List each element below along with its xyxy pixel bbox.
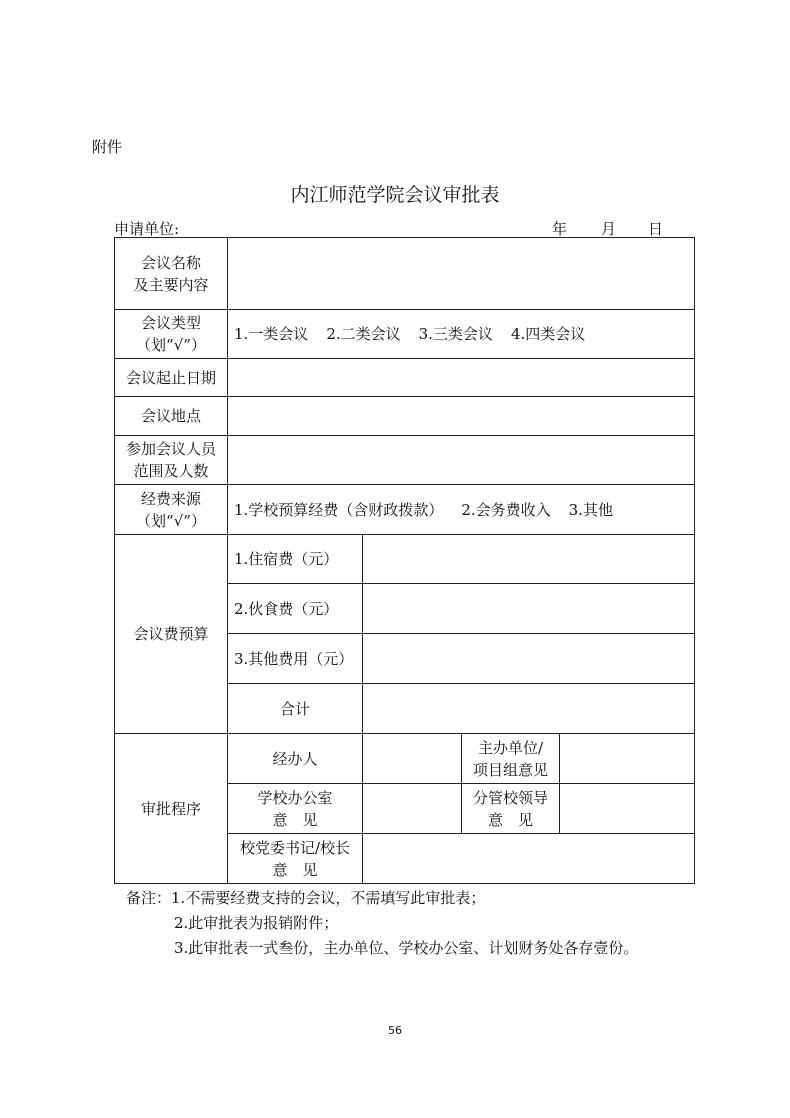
host-unit-label: 主办单位/ 项目组意见 — [462, 734, 560, 784]
attachment-label: 附件 — [92, 138, 123, 156]
leader-label: 分管校领导 意 见 — [462, 784, 560, 834]
notes-section — [126, 886, 638, 961]
school-office-field[interactable] — [363, 784, 462, 834]
meeting-type-label: 会议类型 （划“√”） — [115, 310, 228, 359]
budget-meals-field[interactable] — [363, 584, 695, 634]
budget-lodging-field[interactable] — [363, 535, 695, 584]
form-title: 内江师范学院会议审批表 — [290, 184, 500, 206]
row-meeting-type — [115, 310, 695, 359]
funding-source-options — [228, 485, 695, 535]
budget-label: 会议费预算 — [115, 535, 228, 734]
meeting-dates-field[interactable] — [228, 359, 695, 397]
approval-form-table — [114, 237, 695, 884]
host-unit-field[interactable] — [560, 734, 695, 784]
leader-field[interactable] — [560, 784, 695, 834]
approval-process-label: 审批程序 — [115, 734, 228, 884]
budget-other-field[interactable] — [363, 634, 695, 684]
budget-total-label: 合计 — [228, 684, 363, 734]
meeting-name-label: 会议名称 及主要内容 — [115, 238, 228, 310]
secretary-principal-label: 校党委书记/校长 意 见 — [228, 834, 363, 884]
attendees-field[interactable] — [228, 436, 695, 485]
row-meeting-location — [115, 397, 695, 436]
meeting-type-option-4[interactable]: 4.四类会议 — [510, 325, 586, 343]
row-attendees — [115, 436, 695, 485]
funding-option-2[interactable]: 2.会务费收入 — [461, 500, 551, 519]
page-number: 56 — [388, 1024, 402, 1037]
meeting-type-option-2[interactable]: 2.二类会议 — [326, 325, 401, 343]
attendees-label: 参加会议人员 范围及人数 — [115, 436, 228, 485]
meeting-type-options — [228, 310, 695, 359]
budget-other-label: 3.其他费用（元） — [228, 634, 363, 684]
handler-label: 经办人 — [228, 734, 363, 784]
funding-source-label: 经费来源 （划“√”） — [115, 485, 228, 535]
meeting-dates-label: 会议起止日期 — [115, 359, 228, 397]
note-item-3: 3.此审批表一式叁份，主办单位、学校办公室、计划财务处各存壹份。 — [174, 939, 639, 957]
funding-option-1[interactable]: 1.学校预算经费（含财政拨款） — [234, 500, 444, 519]
applicant-unit-label: 申请单位: — [114, 220, 180, 238]
school-office-label: 学校办公室 意 见 — [228, 784, 363, 834]
meeting-location-label: 会议地点 — [115, 397, 228, 436]
budget-meals-label: 2.伙食费（元） — [228, 584, 363, 634]
budget-lodging-label: 1.住宿费（元） — [228, 535, 363, 584]
row-funding-source — [115, 485, 695, 535]
note-item-1: 1.不需要经费支持的会议，不需填写此审批表； — [171, 889, 486, 907]
meeting-location-field[interactable] — [228, 397, 695, 436]
funding-option-3[interactable]: 3.其他 — [568, 500, 613, 519]
secretary-principal-field[interactable] — [363, 834, 695, 884]
meeting-type-option-1[interactable]: 1.一类会议 — [234, 325, 309, 343]
date-month-label: 月 — [601, 220, 617, 238]
date-year-label: 年 — [552, 220, 568, 238]
row-approval-1 — [115, 734, 695, 784]
handler-field[interactable] — [363, 734, 462, 784]
meeting-type-option-3[interactable]: 3.三类会议 — [418, 325, 493, 343]
note-item-2: 2.此审批表为报销附件； — [174, 914, 339, 932]
meeting-name-field[interactable] — [228, 238, 695, 310]
row-meeting-dates — [115, 359, 695, 397]
row-meeting-name — [115, 238, 695, 310]
date-day-label: 日 — [648, 220, 664, 238]
row-budget-lodging — [115, 535, 695, 584]
budget-total-field[interactable] — [363, 684, 695, 734]
notes-prefix: 备注： — [126, 889, 172, 907]
